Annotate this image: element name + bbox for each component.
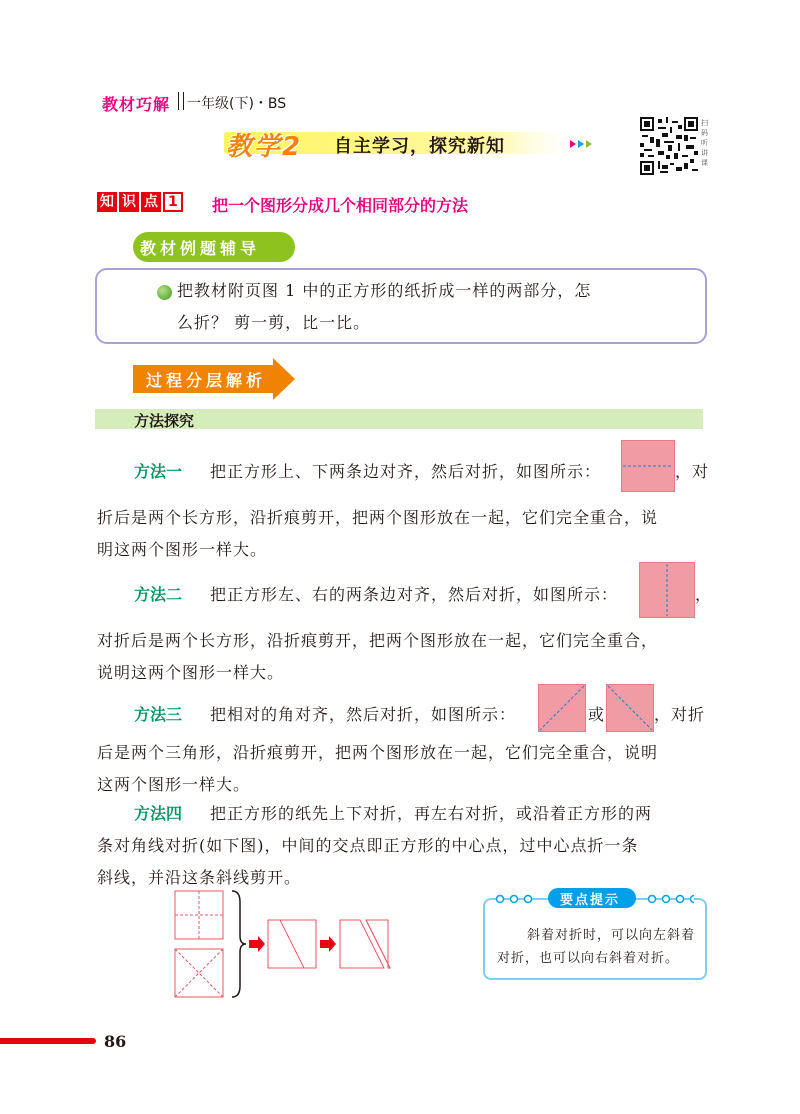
methods-header-text: 方法探究 xyxy=(134,412,195,430)
hint-title: 要点提示 xyxy=(560,893,621,908)
method-text: ， xyxy=(695,585,713,604)
hint-text-line: 对折，也可以向右斜着对折。 xyxy=(497,951,680,966)
fold-horizontal-figure xyxy=(621,440,675,492)
method-text: 后是两个三角形，沿折痕剪开，把两个图形放在一起，它们完全重合，说明 xyxy=(97,743,659,762)
hint-text-line: 斜着对折时，可以向左斜着 xyxy=(527,928,696,943)
example-text-line: 把教材附页图 1 中的正方形的纸折成一样的两部分，怎 xyxy=(177,281,592,300)
knowledge-point-tag xyxy=(97,192,185,212)
method-text: 斜线，并沿这条斜线剪开。 xyxy=(97,868,302,887)
chapter-title: 自主学习，探究新知 xyxy=(334,136,505,157)
header-separator xyxy=(178,92,184,110)
process-banner-text: 过程分层解析 xyxy=(146,371,267,390)
method-text: 对折后是两个长方形，沿折痕剪开，把两个图形放在一起，它们完全重合， xyxy=(97,631,659,650)
footer-red-bar xyxy=(0,1038,96,1044)
knowledge-point-title: 把一个图形分成几个相同部分的方法 xyxy=(212,196,469,215)
method-label: 方法三 xyxy=(134,705,183,724)
method-text: 说明这两个图形一样大。 xyxy=(97,663,285,682)
method-text: 把正方形左、右的两条边对齐，然后对折，如图所示： xyxy=(210,585,619,604)
kp-tag-number: 1 xyxy=(163,192,183,212)
method-text: 把相对的角对齐，然后对折，如图所示： xyxy=(210,705,517,724)
method-text: 折后是两个长方形，沿折痕剪开，把两个图形放在一起，它们完全重合，说 xyxy=(97,508,659,527)
fold-vertical-figure xyxy=(639,562,695,618)
process-banner-arrow xyxy=(273,358,295,400)
method-text: 把正方形上、下两条边对齐，然后对折，如图所示： xyxy=(210,462,602,481)
method-text: ，对折 xyxy=(654,705,706,724)
method-label: 方法四 xyxy=(134,804,183,823)
kp-tag-char: 知 xyxy=(97,192,117,212)
chapter-number: 教学2 xyxy=(226,132,303,162)
bullet-dot-icon xyxy=(157,285,172,300)
header-brand: 教材巧解 xyxy=(102,95,171,114)
method-text: 这两个图形一样大。 xyxy=(97,775,251,794)
header-grade: 一年级(下)・BS xyxy=(187,96,287,112)
qr-side-text: 扫码听讲课 xyxy=(701,119,708,167)
qr-code-icon[interactable] xyxy=(640,117,698,175)
method-text: 或 xyxy=(588,705,606,724)
fold-diagonal-figure xyxy=(538,684,586,732)
kp-tag-char: 识 xyxy=(119,192,139,212)
kp-tag-char: 点 xyxy=(141,192,161,212)
example-banner-text: 教材例题辅导 xyxy=(140,239,261,258)
example-text-line: 么折？ 剪一剪，比一比。 xyxy=(177,313,371,332)
fold-diagonal-figure xyxy=(606,684,654,732)
method-label: 方法一 xyxy=(134,462,183,481)
fold-steps-diagram xyxy=(170,888,396,1004)
method-text: 把正方形的纸先上下对折，再左右对折，或沿着正方形的两 xyxy=(210,804,653,823)
method-text: 明这两个图形一样大。 xyxy=(97,540,268,559)
page-number: 86 xyxy=(104,1032,127,1051)
method-text: ，对 xyxy=(675,462,710,481)
method-label: 方法二 xyxy=(134,585,183,604)
method-text: 条对角线对折(如下图)，中间的交点即正方形的中心点，过中心点折一条 xyxy=(97,836,639,855)
